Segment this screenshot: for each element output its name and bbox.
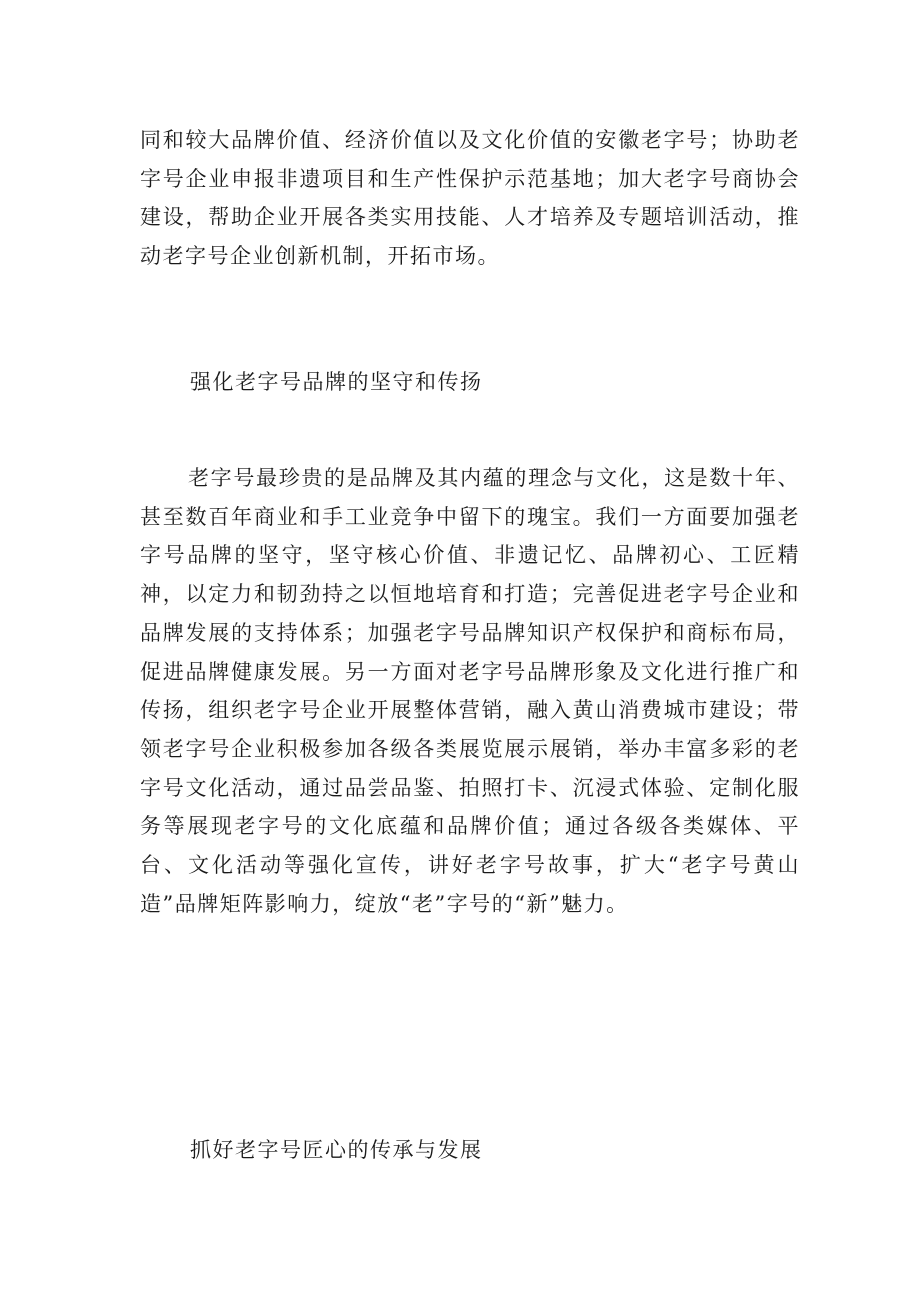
- body-paragraph: 老字号最珍贵的是品牌及其内蕴的理念与文化，这是数十年、甚至数百年商业和手工业竞争中留下的瑰宝。我们一方面要加强老字号品牌的坚守，坚守核心价值、非遗记忆、品牌初心、工匠精神，以定力和韧劲持之以恒地培育和打造；完善促进老字号企业和品牌发展的支持体系；加强老字号品牌知识产权保护和商标布局，促进品牌健康发展。另一方面对老字号品牌形象及文化进行推广和传扬，组织老字号企业开展整体营销，融入黄山消费城市建设；带领老字号企业积极参加各级各类展览展示展销，举办丰富多彩的老字号文化活动，通过品尝品鉴、拍照打卡、沉浸式体验、定制化服务等展现老字号的文化底蕴和品牌价值；通过各级各类媒体、平台、文化活动等强化宣传，讲好老字号故事，扩大“老字号黄山造”品牌矩阵影响力，绽放“老”字号的“新”魅力。: [140, 466, 800, 916]
- section-heading: 抓好老字号匠心的传承与发展: [190, 1138, 483, 1162]
- section-heading: 强化老字号品牌的坚守和传扬: [190, 370, 483, 394]
- body-paragraph: 同和较大品牌价值、经济价值以及文化价值的安徽老字号；协助老字号企业申报非遗项目和生产性保护示范基地；加大老字号商协会建设，帮助企业开展各类实用技能、人才培养及专题培训活动，推动老字号企业创新机制，开拓市场。: [140, 128, 800, 269]
